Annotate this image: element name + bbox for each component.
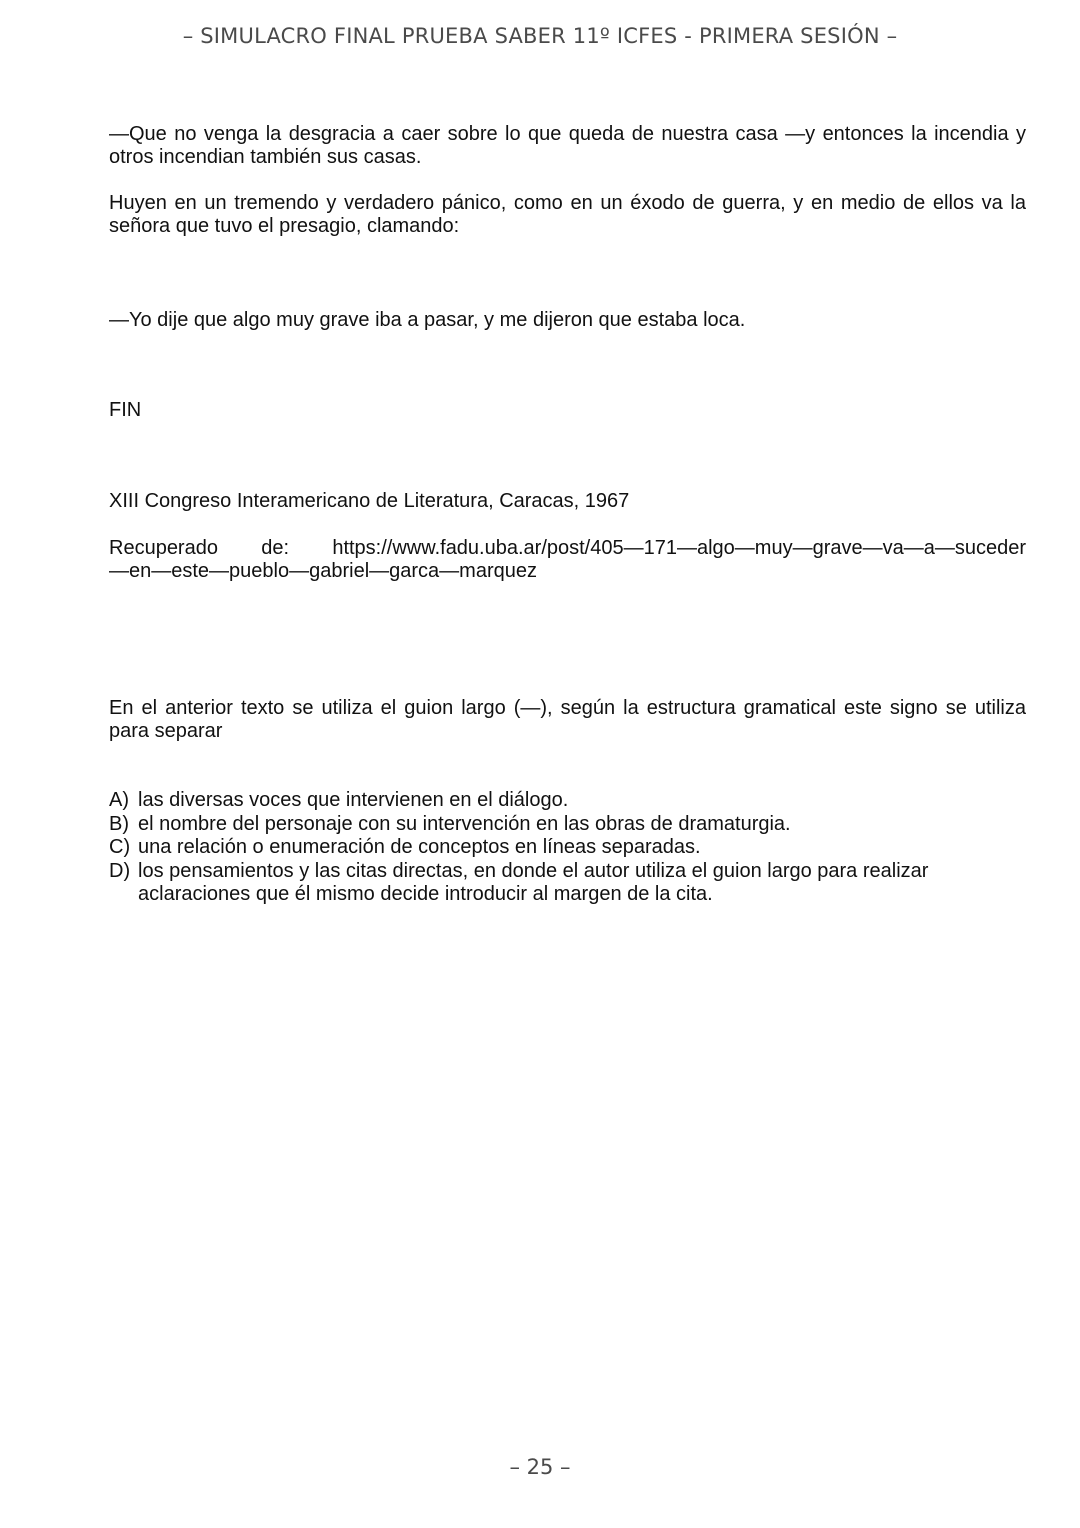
- page-header: – SIMULACRO FINAL PRUEBA SABER 11º ICFES - PRIMERA SESIÓN –: [182, 24, 898, 48]
- option-text: el nombre del personaje con su intervención en las obras de dramaturgia.: [138, 812, 791, 835]
- option-text: una relación o enumeración de conceptos en líneas separadas.: [138, 836, 701, 858]
- passage-paragraph-3: —Yo dije que algo muy grave iba a pasar, y me dijeron que estaba loca.: [109, 309, 746, 331]
- source-retrieved: [109, 537, 1026, 583]
- option-letter: A): [109, 789, 129, 811]
- option-text: los pensamientos y las citas directas, en donde el autor utiliza el guion largo para realizar aclaraciones que él mismo decide introducir al margen de la cita.: [138, 859, 929, 905]
- source-event: XIII Congreso Interamericano de Literatura, Caracas, 1967: [109, 490, 630, 512]
- passage-ending: FIN: [109, 399, 142, 421]
- source-url-line-2: —en—este—pueblo—gabriel—garca—marquez: [109, 560, 537, 582]
- passage-paragraph-2: Huyen en un tremendo y verdadero pánico, como en un éxodo de guerra, y en medio de ellos va la señora que tuvo el presagio, clamando:: [109, 192, 1026, 237]
- option-a[interactable]: [109, 789, 1026, 813]
- question-stem: En el anterior texto se utiliza el guion largo (—), según la estructura gramatical este signo se utiliza para separar: [109, 697, 1026, 742]
- option-text: las diversas voces que intervienen en el diálogo.: [138, 789, 569, 811]
- option-letter: D): [109, 859, 131, 882]
- passage-paragraph-1: —Que no venga la desgracia a caer sobre lo que queda de nuestra casa —y entonces la incendia y otros incendian también sus casas.: [109, 123, 1026, 168]
- source-url-line-1: Recuperado de: https://www.fadu.uba.ar/post/405—171—algo—muy—grave—va—a—suceder: [109, 537, 1026, 559]
- answer-options: [109, 789, 1026, 907]
- option-d[interactable]: [109, 860, 1026, 907]
- option-letter: B): [109, 812, 129, 835]
- option-c[interactable]: [109, 836, 1026, 860]
- option-letter: C): [109, 836, 131, 858]
- page-number: – 25 –: [509, 1455, 571, 1479]
- option-b[interactable]: [109, 813, 1026, 837]
